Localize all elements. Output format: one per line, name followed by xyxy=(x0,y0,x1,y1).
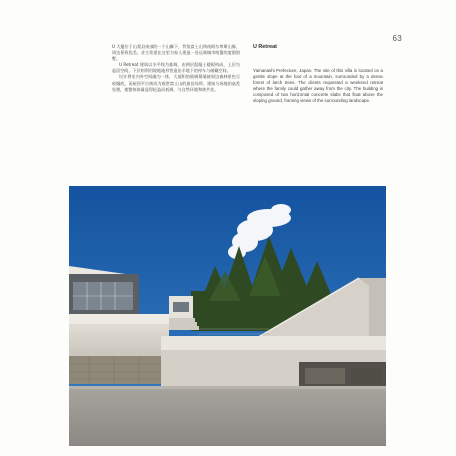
stone-wall xyxy=(69,356,161,384)
page-number: 63 xyxy=(392,34,402,43)
paragraph: U Retreat 建筑以水平线为基调，由两层混凝土楼板构成，上层为起居空间，下层则利用坡地地形营造出半地下的停车与储藏空间。 xyxy=(112,62,240,74)
lower-slab xyxy=(161,336,386,350)
paragraph: 设计将室内外空间融为一体，大面积的玻璃幕墙使周边森林景色尽收眼底，而屋顶平台则成为观赏富士山的最佳场所。建筑与场地的高差处理，使整体体量显得轻盈而低调，与自然环境和谐共处。 xyxy=(112,74,240,92)
section-heading: U Retreat xyxy=(253,44,277,50)
architecture-photo xyxy=(69,186,386,446)
paragraph: U 大厦位于山梨县南部的一个山脚下，背依富士山和南阿尔卑斯山脉，周边景致优美。业主希望在这里为家人建造一处远离城市喧嚣的度假别墅。 xyxy=(112,44,240,62)
upper-slab xyxy=(69,314,169,324)
gravel-courtyard xyxy=(69,386,386,446)
chinese-text-column xyxy=(112,44,240,93)
villa-photo-illustration xyxy=(69,186,386,446)
english-text-column xyxy=(253,44,383,105)
section-body: Yamanashi Prefecture, Japan. The site of this villa is located on a gentle slope at the foot of a mountain, surrounded by a dense forest of larch trees. The clients requested a weekend retreat where the family could gather away from the city. The building is composed of two horizontal concrete slabs that float above the sloping ground, framing views of the surrounding landscape. xyxy=(253,68,383,104)
